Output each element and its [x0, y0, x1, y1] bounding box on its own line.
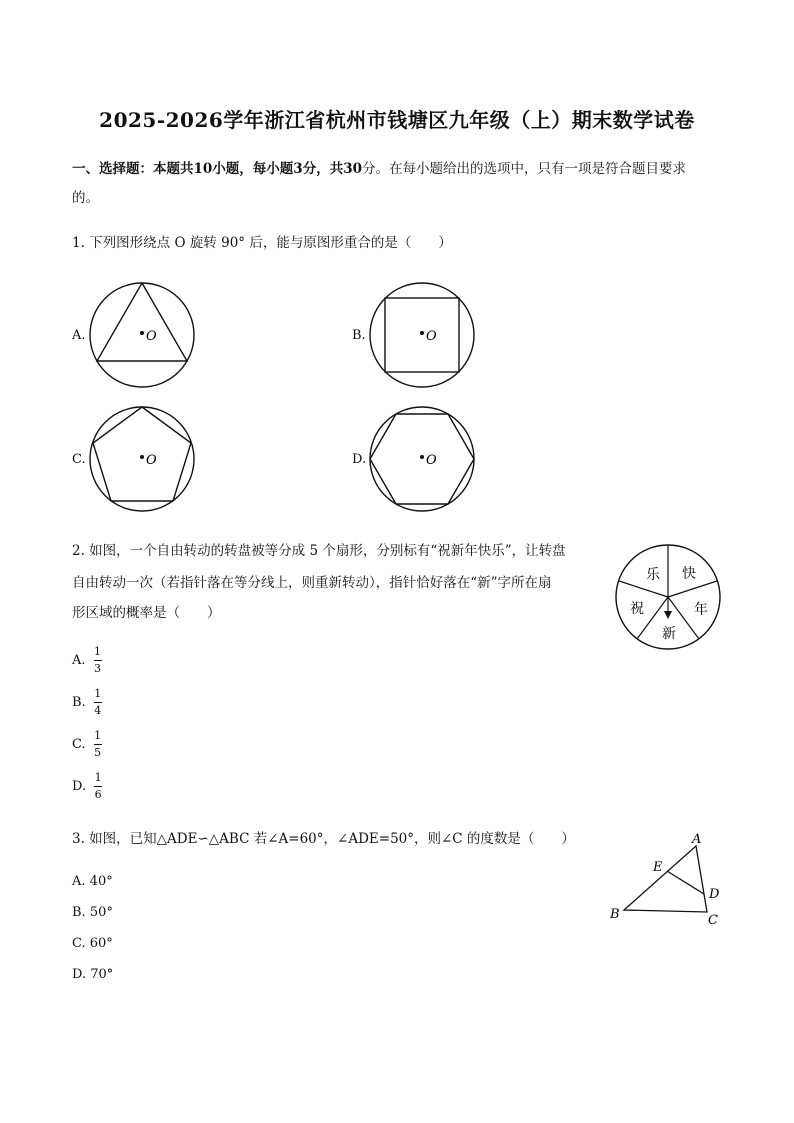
q1-stem: 1. 下列图形绕点 O 旋转 90° 后，能与原图形重合的是（ ） — [72, 235, 452, 251]
q2-stem-line3: 形区域的概率是（ ） — [72, 605, 221, 621]
option-value: 50° — [89, 905, 113, 920]
triangle-abc — [624, 846, 707, 912]
triangle-shape — [97, 283, 187, 361]
section-mid1: 小题，每小题 — [212, 161, 294, 177]
segment-de — [667, 871, 704, 894]
option-value: 60° — [89, 936, 113, 951]
pentagon-shape — [93, 407, 191, 501]
center-dot — [140, 331, 144, 335]
vertex-b-label: B — [610, 907, 620, 922]
q3-option-b — [72, 905, 113, 920]
section-score-total: 30 — [343, 161, 362, 177]
vertex-e-label: E — [653, 860, 663, 875]
spinner-label-nian: 年 — [694, 602, 708, 618]
vertex-c-label: C — [708, 913, 718, 928]
q1-option-a-label: A. — [72, 328, 86, 343]
q3-option-a — [72, 874, 113, 889]
fraction-value — [94, 646, 102, 675]
q1-figure-d — [366, 403, 478, 515]
q3-stem: 3. 如图，已知△ADE∽△ABC 若∠A=60°，∠ADE=50°，则∠C 的度数是（ ） — [72, 831, 575, 847]
q1-figure-a — [86, 279, 198, 391]
pointer-arrow-icon — [664, 611, 672, 619]
q2-option-d — [72, 772, 102, 801]
point-o-label: O — [426, 329, 437, 344]
q1-figure-c — [86, 403, 198, 515]
option-label: A. — [72, 653, 86, 668]
sector-divider — [619, 581, 668, 597]
section-prefix: 一、选择题：本题共 — [72, 161, 194, 177]
spinner-label-le: 乐 — [646, 567, 660, 583]
q2-stem-line1: 2. 如图，一个自由转动的转盘被等分成 5 个扇形，分别标有“祝新年快乐”，让转盘 — [72, 543, 566, 559]
point-o-label: O — [146, 329, 157, 344]
option-label: A. — [72, 874, 86, 889]
point-o-label: O — [426, 453, 437, 468]
section-heading-line2: 的。 — [72, 190, 99, 206]
fraction-denominator: 4 — [94, 704, 102, 717]
fraction-value — [94, 688, 102, 717]
fraction-numerator: 1 — [94, 645, 102, 658]
q2-spinner-figure — [612, 541, 724, 653]
q2-option-a — [72, 646, 102, 675]
q1-option-b-label: B. — [352, 328, 366, 343]
point-o-label: O — [146, 453, 157, 468]
spinner-label-xin: 新 — [662, 626, 676, 642]
vertex-d-label: D — [709, 887, 720, 902]
q3-option-d — [72, 967, 113, 982]
q3-triangle-figure — [600, 826, 730, 932]
center-dot — [140, 455, 144, 459]
option-label: D. — [72, 779, 87, 794]
fraction-value — [94, 772, 102, 801]
fraction-denominator: 6 — [94, 788, 102, 801]
vertex-a-label: A — [692, 832, 702, 847]
section-score-each: 3 — [293, 161, 303, 177]
q3-option-c — [72, 936, 113, 951]
section-rest: 分。在每小题给出的选项中，只有一项是符合题目要求 — [362, 161, 686, 177]
section-mid2: 分，共 — [302, 161, 344, 177]
exam-title: 2025-2026学年浙江省杭州市钱塘区九年级（上）期末数学试卷 — [99, 108, 695, 132]
option-label: C. — [72, 936, 86, 951]
center-dot — [420, 455, 424, 459]
sector-divider — [668, 581, 717, 597]
center-dot — [420, 331, 424, 335]
q1-figure-b — [366, 279, 478, 391]
option-value: 40° — [89, 874, 113, 889]
q2-option-c — [72, 730, 102, 759]
fraction-numerator: 1 — [94, 729, 102, 742]
option-value: 70° — [90, 967, 114, 982]
spinner-label-kuai: 快 — [682, 566, 696, 582]
spinner-label-zhu: 祝 — [630, 601, 644, 617]
option-label: D. — [72, 967, 87, 982]
option-label: B. — [72, 905, 86, 920]
q1-option-d-label: D. — [352, 452, 367, 467]
option-label: B. — [72, 695, 86, 710]
fraction-value — [94, 730, 102, 759]
fraction-numerator: 1 — [94, 687, 102, 700]
q1-option-c-label: C. — [72, 452, 86, 467]
fraction-denominator: 5 — [94, 746, 102, 759]
q2-option-b — [72, 688, 102, 717]
option-label: C. — [72, 737, 86, 752]
section-count: 10 — [193, 161, 213, 177]
fraction-numerator: 1 — [94, 771, 102, 784]
q2-stem-line2: 自由转动一次（若指针落在等分线上，则重新转动），指针恰好落在“新”字所在扇 — [72, 575, 552, 591]
fraction-denominator: 3 — [94, 662, 102, 675]
section-heading — [72, 160, 686, 178]
